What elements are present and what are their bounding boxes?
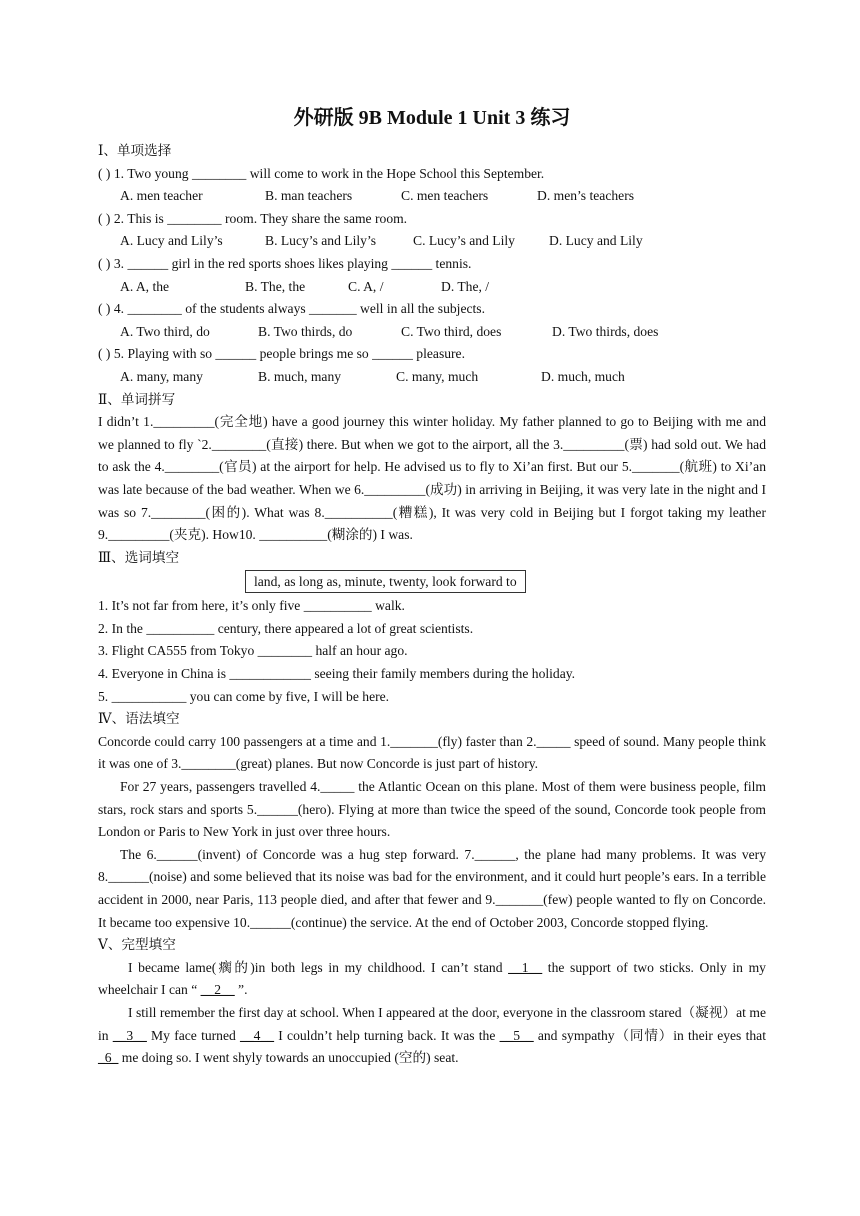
section-word-fill — [98, 547, 766, 709]
question-stem: ( ) 2. This is ________ room. They share the same room. — [98, 210, 408, 226]
option: D. The, / — [441, 278, 490, 294]
section-heading: Ⅴ、完型填空 — [98, 937, 176, 953]
word-box: land, as long as, minute, twenty, look forward to — [245, 570, 526, 593]
cloze-blank: __5__ — [499, 1027, 534, 1043]
option: A. Lucy and Lily’s — [120, 233, 223, 249]
page-title: 外研版 9B Module 1 Unit 3 练习 — [293, 107, 571, 129]
fill-item: 5. ___________ you can come by five, I will be here. — [98, 688, 390, 704]
fill-item: 4. Everyone in China is ____________ seeing their family members during the holiday. — [98, 666, 576, 682]
question-options — [98, 230, 766, 253]
question-options — [98, 185, 766, 208]
option: B. much, many — [258, 368, 342, 384]
cloze-blank: __4__ — [240, 1027, 275, 1043]
section-heading: Ⅳ、语法填空 — [98, 711, 180, 727]
question-options — [98, 366, 766, 389]
section-heading: Ⅲ、选词填空 — [98, 549, 180, 565]
section-grammar-fill — [98, 708, 766, 934]
section-heading: Ⅰ、单项选择 — [98, 143, 172, 158]
option: A. many, many — [120, 368, 203, 384]
option: A. Two third, do — [120, 323, 210, 339]
question-stem: ( ) 4. ________ of the students always _______ well in all the subjects. — [98, 301, 485, 317]
option: A. A, the — [120, 278, 170, 294]
question-options — [98, 321, 766, 344]
option: C. men teachers — [401, 188, 489, 204]
section-spelling — [98, 389, 766, 547]
option: D. Two thirds, does — [552, 323, 659, 339]
option: B. The, the — [245, 278, 306, 294]
option: C. many, much — [396, 368, 479, 384]
spelling-passage: I didn’t 1._________(完全地) have a good journey this winter holiday. My father planned to go to Beijing with me and we planned to fly `2.________(直接) there. But when we got to the airport, all the 3._________(票) had sold out. We had to ask the 4.________(官员) at the airport for help. He advised us to fly to Xi’an first. But our 5._______(航班) to Xi’an was late because of the bad weather. When we 6._________(成功) in arriving in Beijing, it was very late in the night and I was so 7.________(困的). What was 8.__________(糟糕), It was very cold in Beijing but I forgot taking my leather 9._________(夹克). How10. __________(糊涂的) I was. — [98, 414, 766, 543]
question-options — [98, 276, 766, 299]
option: A. men teacher — [120, 188, 203, 204]
option: C. Lucy’s and Lily — [413, 233, 515, 249]
grammar-paragraph: The 6.______(invent) of Concorde was a hug step forward. 7.______, the plane had many problems. It was very 8.______(noise) and some believed that its noise was bad for the environment, and it could hurt people’s ears. In a terrible accident in 2000, near Paris, 113 people died, and after that fewer and 9._______(few) people wanted to fly on Concorde. It became too expensive 10.______(continue) the service. At the end of October 2003, Concorde stopped flying. — [98, 846, 766, 930]
section-heading: Ⅱ、单词拼写 — [98, 391, 176, 407]
fill-item: 2. In the __________ century, there appeared a lot of great scientists. — [98, 620, 474, 636]
worksheet — [98, 104, 766, 1070]
option: C. Two third, does — [401, 323, 502, 339]
option: B. Lucy’s and Lily’s — [265, 233, 377, 249]
question-stem: ( ) 1. Two young ________ will come to work in the Hope School this September. — [98, 165, 545, 181]
option: D. Lucy and Lily — [549, 233, 643, 249]
grammar-paragraph: Concorde could carry 100 passengers at a time and 1._______(fly) faster than 2._____ speed of sound. Many people think it was one of 3.________(great) planes. But now Concorde is just part of history. — [98, 733, 766, 772]
cloze-blank: _6_ — [98, 1050, 119, 1066]
option: C. A, / — [348, 278, 384, 294]
question-stem: ( ) 3. ______ girl in the red sports shoes likes playing ______ tennis. — [98, 255, 472, 271]
cloze-paragraph: I still remember the first day at school. When I appeared at the door, everyone in the classroom stared（凝视）at me in __3__ My face turned __4__ I couldn’t help turning back. It was the __5__ and sympathy（同情）in their eyes that _6_ me doing so. I went shyly towards an unoccupied (空的) seat. — [98, 1004, 766, 1066]
cloze-paragraph: I became lame(瘸的)in both legs in my childhood. I can’t stand __1__ the support of two sticks. Only in my wheelchair I can “ __2__ ”. — [98, 959, 766, 998]
fill-item: 1. It’s not far from here, it’s only five __________ walk. — [98, 598, 405, 614]
option: B. man teachers — [265, 188, 353, 204]
section-multiple-choice — [98, 140, 766, 389]
grammar-paragraph: For 27 years, passengers travelled 4._____ the Atlantic Ocean on this plane. Most of them were business people, film stars, rock stars and sports 5.______(hero). Flying at more than twice the speed of the sound, Concorde took people from London or Paris to New York in just over three hours. — [98, 779, 766, 840]
option: B. Two thirds, do — [258, 323, 353, 339]
section-cloze — [98, 934, 766, 1070]
fill-item: 3. Flight CA555 from Tokyo ________ half an hour ago. — [98, 643, 408, 659]
cloze-blank: __3__ — [112, 1027, 147, 1043]
question-stem: ( ) 5. Playing with so ______ people brings me so ______ pleasure. — [98, 346, 465, 362]
cloze-blank: __2__ — [200, 982, 235, 998]
option: D. men’s teachers — [537, 188, 635, 204]
option: D. much, much — [541, 368, 625, 384]
cloze-blank: __1__ — [508, 959, 543, 975]
